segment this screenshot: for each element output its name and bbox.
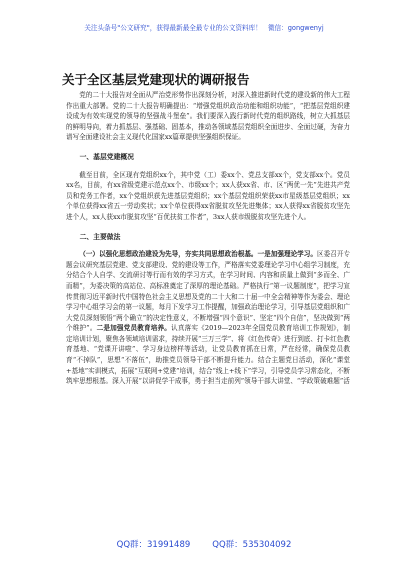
subsection-title: （一）以强化思想政治建设为先导，夯实共同思想政治根基。 (79, 250, 258, 259)
qq-group-1: QQ群：31991489 (116, 540, 191, 550)
point-two-lead: 二是加强党员教育培养。 (96, 324, 172, 333)
banner-wechat: 微信：gongwenyj (267, 24, 324, 32)
overview-paragraph: 截至目前，全区现有党组织xx个，其中党（工）委xx个、党总支部xx个，党支部xx个。党员xx名，目前，有xx省级党建示范点xx个、市级xx个；xx人获xx省、市、区“两优一先”先进共产党员和党务工作者，xx个党组织获先进基层党组织；xx个基层党组织荣获xx市星级基层党组织；xx个单位获得xx省五一劳动奖状；xx个单位获得xx省脱贫攻坚先进集体；xx人获得xx省脱贫攻坚先进个人，xx人获xx市脱贫攻坚“百优扶贫工作者”，3xx人获市级脱贫攻坚先进个人。 (66, 170, 350, 221)
practices-paragraph (66, 249, 350, 387)
point-one-lead: 一是加强理论学习。 (257, 250, 317, 259)
point-one-text: 区委召开专题会议研究基层党建、党支部建设、党的建设等工作，严格落实党委理论学习中心组学习制度，充分结合个人自学、交流研讨等行而有效的学习方式，在学习时间、内容和质量上做到“多而全、广而精”，为委决策的高站位、高标准奠定了深厚的理论基础。严格执行“第一议题制度”，把学习宣传贯彻习近平新时代中国特色社会主义思想及党的二十大和二十届一中全会精神等作为委会、理论学习中心组学习会的第一议题，每月下发学习工作提醒，加强政治理论学习，引导基层党组织和广大党员深刻领悟“两个确立”的决定性意义，不断增强“四个意识”、坚定“四个自信”，坚决做到“两个维护”。 (66, 250, 351, 333)
intro-paragraph: 党的二十大报告对全面从严治党形势作出深刻分析，对深入推进新时代党的建设新的伟大工程作出重大部署。党的二十大报告明确提出：“增强党组织政治功能和组织功能”，“把基层党组织建设成为有效实现党的领导的坚强战斗堡垒”。我们要深入践行新时代党的组织路线，树立大抓基层的鲜明导向，着力抓基层、强基础、固基本，推动各领域基层党组织全面进步、全面过硬，为奋力谱写全面建设社会主义现代化国家xx篇章提供坚强组织保证。 (66, 91, 350, 142)
section-heading-practices: 二、主要做法 (79, 232, 121, 241)
qq-group-2: QQ群：535304092 (212, 540, 292, 550)
banner-slogan: 关注头条号"公文研究"，获得最新最全最专业的公文资料库！ (84, 24, 262, 32)
document-body (66, 90, 350, 387)
page-title: 关于全区基层党建现状的调研报告 (62, 72, 250, 87)
footer-contact (0, 538, 408, 550)
point-two-text: 认真落实《2019—2023年全国党员教育培训工作规划》，制定培训计划，聚焦各领域培训需求，持续开展“三万三学”、将《红色传奇》进行到底、打卡红色教育基地、“党课开讲啦”、学习身边榜样等活动，让党员教育抓在日常，严在经常，确保党员教育“不掉队”，思想“不落伍”，助推党员领导干部不断提升能力。结合主题党日活动，深化“课堂+基地”实训模式，拓展“互联网+党建”培训，结合“线上+线下”学习，引导党员学习常态化，不断筑牢思想根基。深入开展“以讲促学干成事，勇于担当走前列”领导干部大讲堂、“学政策破难题”活 (66, 324, 350, 386)
top-banner (0, 22, 408, 32)
section-heading-overview: 一、基层党建概况 (79, 152, 134, 161)
